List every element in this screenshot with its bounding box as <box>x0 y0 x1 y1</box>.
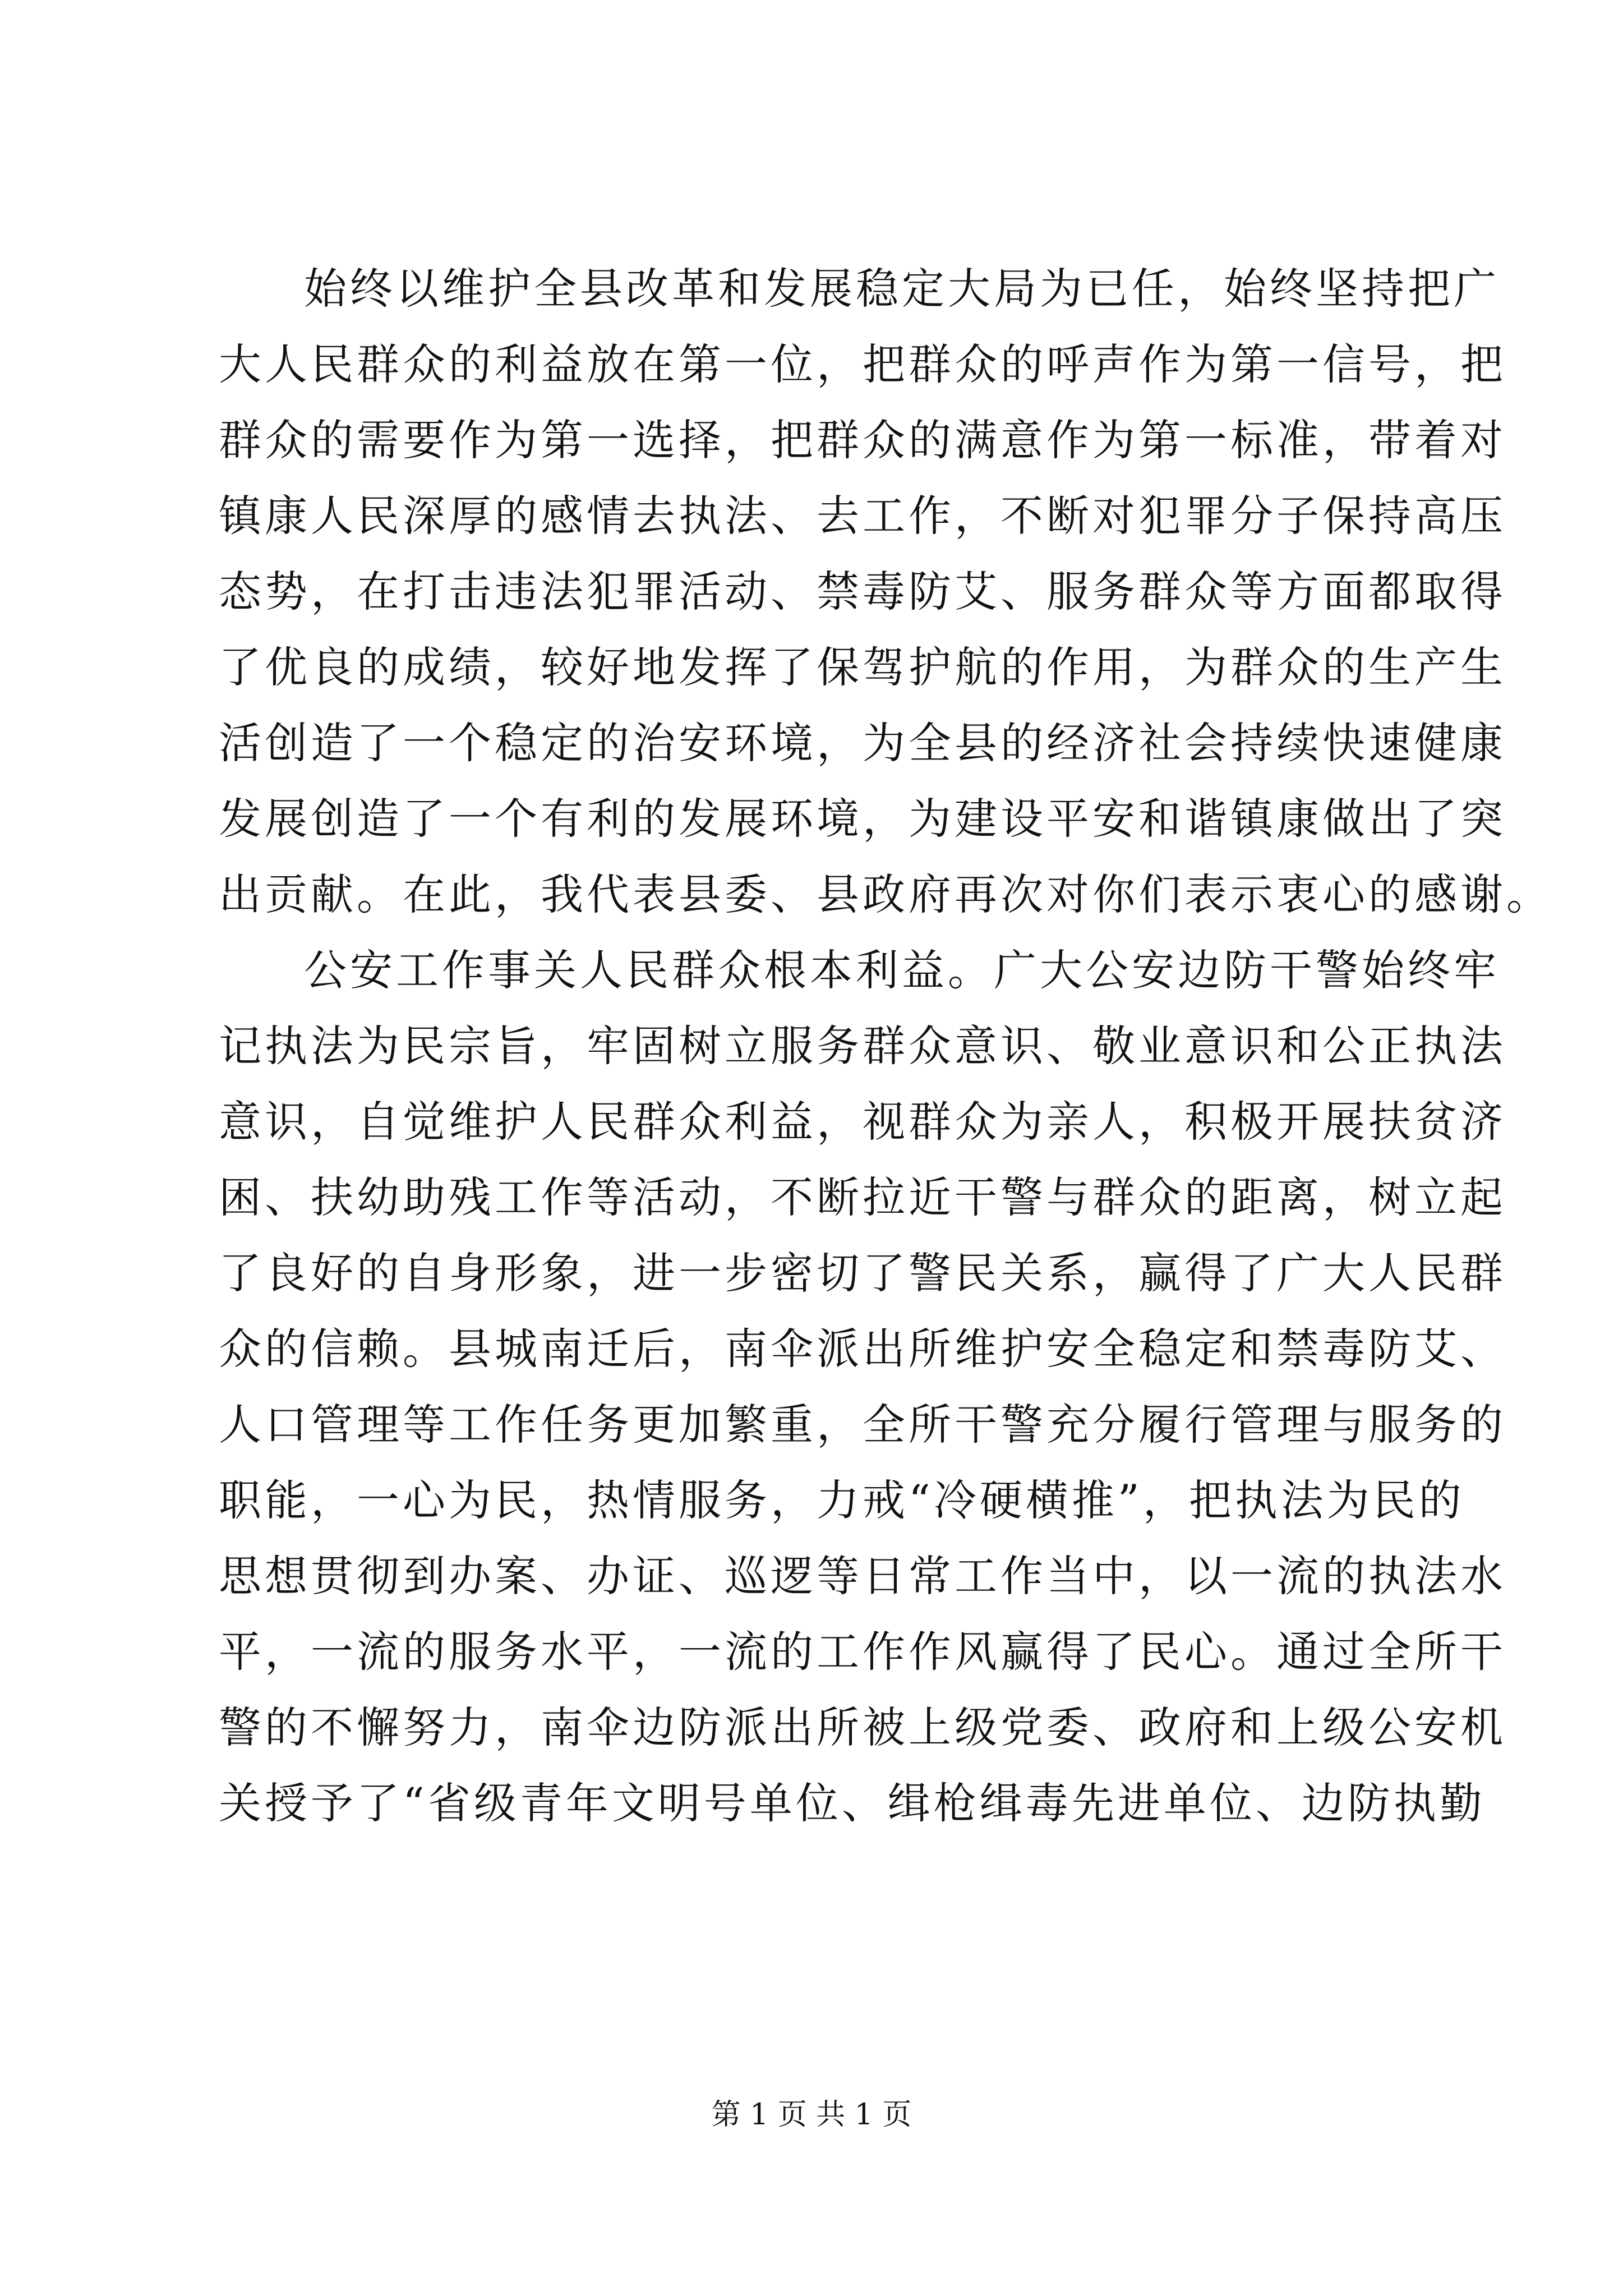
text-line: 记执法为民宗旨，牢固树立服务群众意识、敬业意识和公正执法 <box>219 1021 1506 1071</box>
text-line: 思想贯彻到办案、办证、巡逻等日常工作当中，以一流的执法水 <box>219 1551 1506 1601</box>
text-line: 意识，自觉维护人民群众利益，视群众为亲人，积极开展扶贫济 <box>219 1097 1506 1147</box>
text-line: 始终以维护全县改革和发展稳定大局为已任，始终坚持把广 <box>304 264 1500 314</box>
text-line: 职能，一心为民，热情服务，力戒“冷硬横推”，把执法为民的 <box>219 1475 1465 1525</box>
text-line: 关授予了“省级青年文明号单位、缉枪缉毒先进单位、边防执勤 <box>219 1778 1486 1828</box>
text-line: 群众的需要作为第一选择，把群众的满意作为第一标准，带着对 <box>219 415 1506 465</box>
text-line: 大人民群众的利益放在第一位，把群众的呼声作为第一信号，把 <box>219 339 1506 389</box>
text-line: 人口管理等工作任务更加繁重，全所干警充分履行管理与服务的 <box>219 1400 1506 1450</box>
text-line: 出贡献。在此，我代表县委、县政府再次对你们表示衷心的感谢。 <box>219 869 1552 919</box>
text-line: 众的信赖。县城南迁后，南伞派出所维护安全稳定和禁毒防艾、 <box>219 1324 1506 1374</box>
text-line: 发展创造了一个有利的发展环境，为建设平安和谐镇康做出了突 <box>219 794 1506 844</box>
text-line: 态势，在打击违法犯罪活动、禁毒防艾、服务群众等方面都取得 <box>219 567 1506 616</box>
document-body <box>219 251 1552 1841</box>
text-line: 镇康人民深厚的感情去执法、去工作，不断对犯罪分子保持高压 <box>219 491 1506 541</box>
text-line: 了良好的自身形象，进一步密切了警民关系，赢得了广大人民群 <box>219 1248 1506 1298</box>
paragraph-1 <box>219 251 1552 932</box>
text-line: 公安工作事关人民群众根本利益。广大公安边防干警始终牢 <box>304 945 1500 995</box>
paragraph-2 <box>219 932 1506 1841</box>
page-footer: 第 1 页 共 1 页 <box>711 2098 912 2132</box>
text-line: 平，一流的服务水平，一流的工作作风赢得了民心。通过全所干 <box>219 1627 1506 1677</box>
text-line: 活创造了一个稳定的治安环境，为全县的经济社会持续快速健康 <box>219 718 1506 768</box>
text-line: 困、扶幼助残工作等活动，不断拉近干警与群众的距离，树立起 <box>219 1172 1506 1222</box>
text-line: 了优良的成绩，较好地发挥了保驾护航的作用，为群众的生产生 <box>219 642 1506 692</box>
text-line: 警的不懈努力，南伞边防派出所被上级党委、政府和上级公安机 <box>219 1703 1506 1752</box>
